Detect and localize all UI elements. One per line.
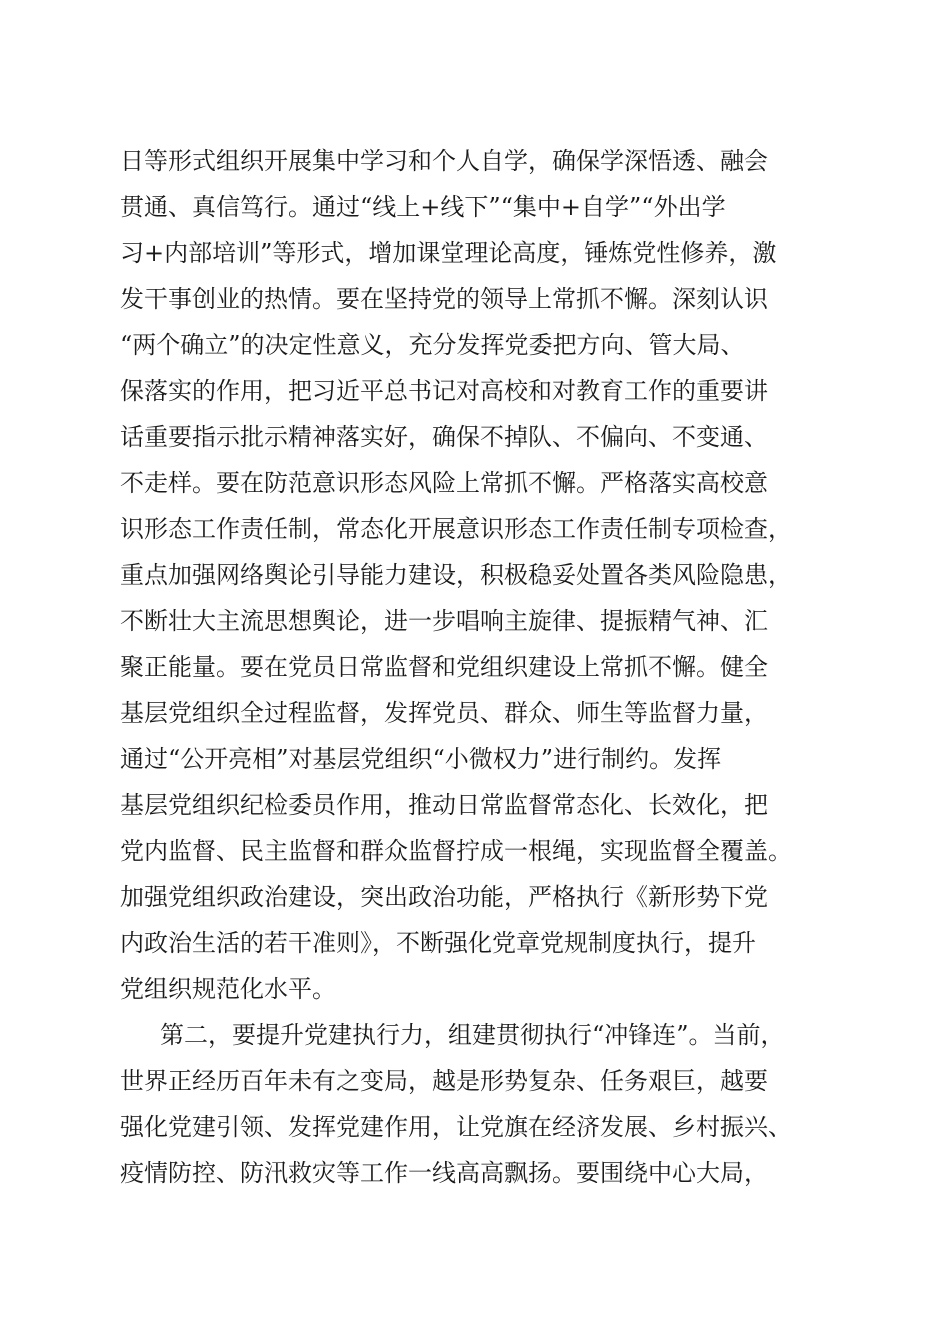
text-line: 话重要指示批示精神落实好，确保不掉队、不偏向、不变通、 <box>120 423 768 451</box>
text-line: 识形态工作责任制，常态化开展意识形态工作责任制专项检查， <box>120 515 792 543</box>
text-line: 重点加强网络舆论引导能力建设，积极稳妥处置各类风险隐患， <box>120 561 792 589</box>
text-line: 不断壮大主流思想舆论，进一步唱响主旋律、提振精气神、汇 <box>120 607 768 635</box>
text-line: 习+内部培训”等形式，增加课堂理论高度，锤炼党性修养，激 <box>120 239 777 267</box>
text-line: 疫情防控、防汛救灾等工作一线高高飘扬。要围绕中心大局， <box>120 1159 768 1187</box>
text-line: 聚正能量。要在党员日常监督和党组织建设上常抓不懈。健全 <box>120 653 768 681</box>
text-line: 内政治生活的若干准则》，不断强化党章党规制度执行，提升 <box>120 929 756 957</box>
text-line: 不走样。要在防范意识形态风险上常抓不懈。严格落实高校意 <box>120 469 768 497</box>
text-line: 党组织规范化水平。 <box>120 975 336 1003</box>
text-line: 发干事创业的热情。要在坚持党的领导上常抓不懈。深刻认识 <box>120 285 768 313</box>
text-line: 保落实的作用，把习近平总书记对高校和对教育工作的重要讲 <box>120 377 768 405</box>
text-line: 日等形式组织开展集中学习和个人自学，确保学深悟透、融会 <box>120 147 768 175</box>
text-line: 通过“公开亮相”对基层党组织“小微权力”进行制约。发挥 <box>120 745 722 773</box>
text-line: 世界正经历百年未有之变局，越是形势复杂、任务艰巨，越要 <box>120 1067 768 1095</box>
paragraph-first-line: 第二，要提升党建执行力，组建贯彻执行“冲锋连”。当前， <box>160 1021 785 1049</box>
text-line: 加强党组织政治建设，突出政治功能，严格执行《新形势下党 <box>120 883 768 911</box>
text-line: 基层党组织全过程监督，发挥党员、群众、师生等监督力量， <box>120 699 768 727</box>
text-line: “两个确立”的决定性意义，充分发挥党委把方向、管大局、 <box>120 331 745 359</box>
text-line: 基层党组织纪检委员作用，推动日常监督常态化、长效化，把 <box>120 791 768 819</box>
text-line: 强化党建引领、发挥党建作用，让党旗在经济发展、乡村振兴、 <box>120 1113 792 1141</box>
text-line: 党内监督、民主监督和群众监督拧成一根绳，实现监督全覆盖。 <box>120 837 792 865</box>
text-line: 贯通、真信笃行。通过“线上+线下”“集中+自学”“外出学 <box>120 193 726 221</box>
